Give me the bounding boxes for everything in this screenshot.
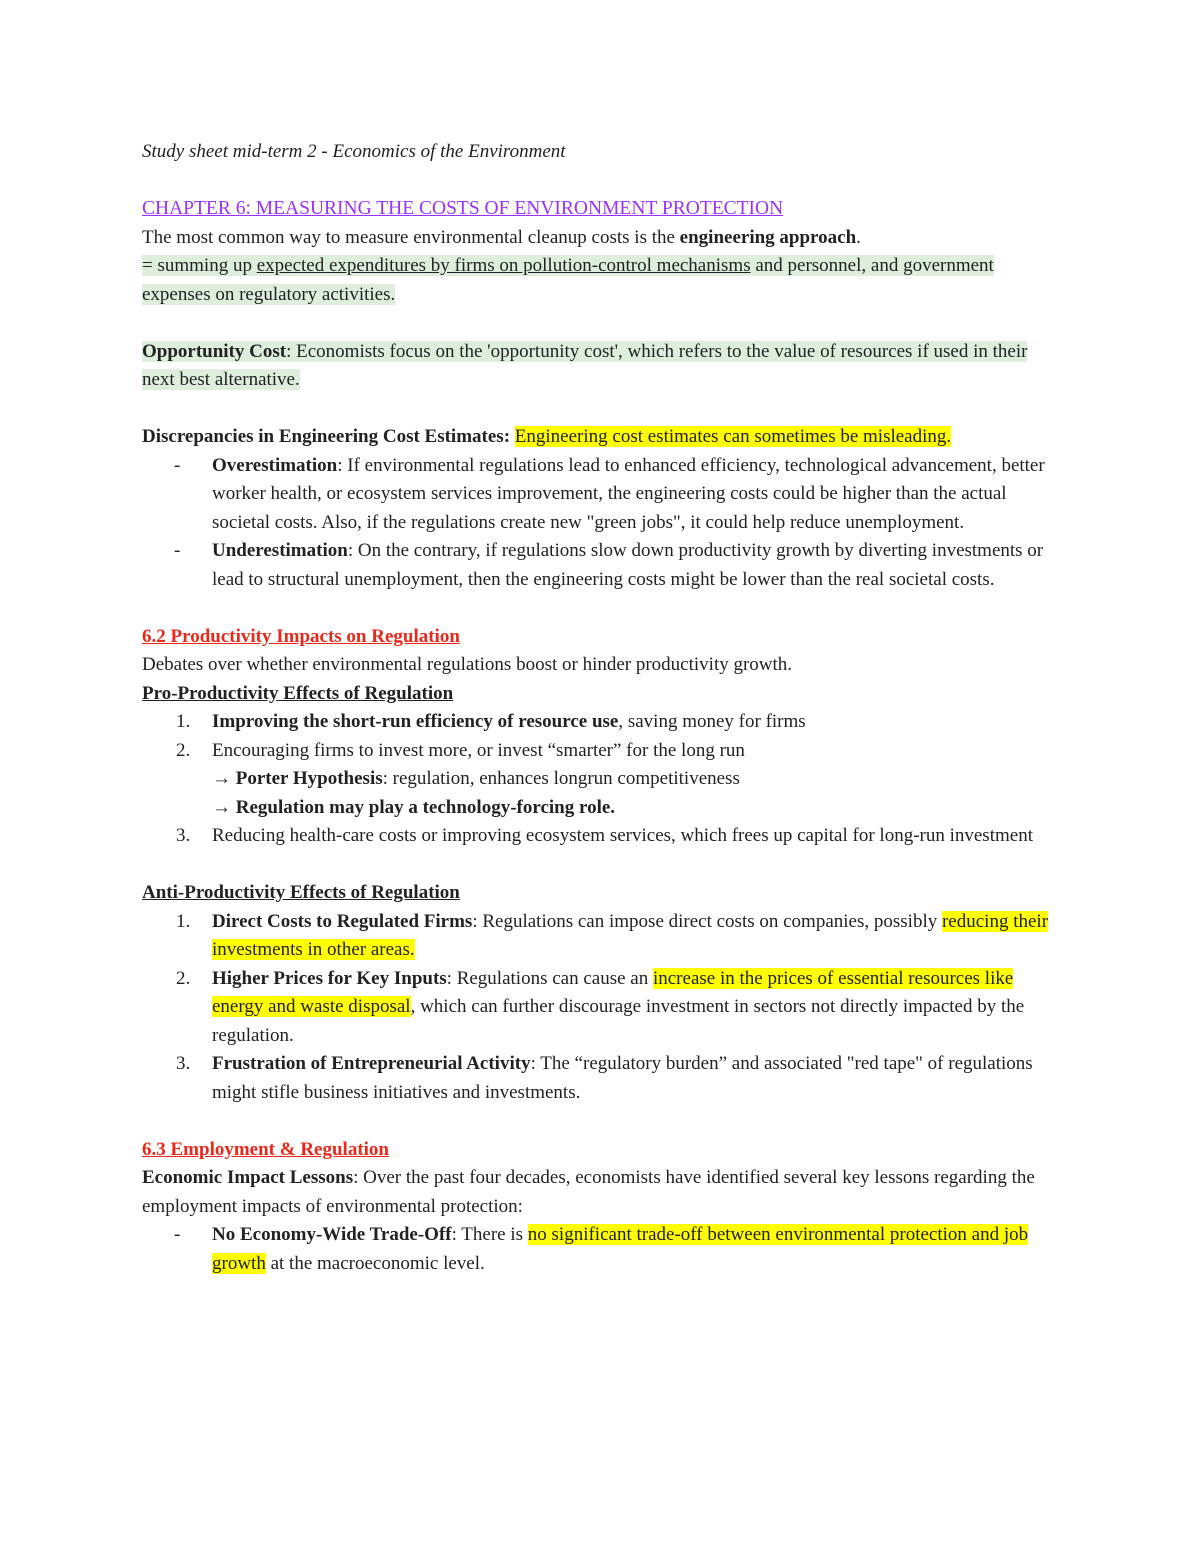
list-item: - Underestimation: On the contrary, if regulations slow down productivity growth by diverting investments or lead to structural unemployment, then the engineering costs might be lower than the real societal costs. [174,540,1044,590]
anti-productivity-heading: Anti-Productivity Effects of Regulation [142,882,460,903]
estimation-bullet-list [142,452,1062,595]
chapter-6-heading: CHAPTER 6: MEASURING THE COSTS OF ENVIRONMENT PROTECTION [142,198,784,219]
document-title: Study sheet mid-term 2 - Economics of the Environment [142,141,566,162]
list-item: - Overestimation: If environmental regulations lead to enhanced efficiency, technological advancement, better worker health, or ecosystem services improvement, the engineering costs could be higher than the actual societal costs. Also, if the regulations create new "green jobs", it could help reduce unemployment. [174,454,1045,533]
anti-productivity-list [142,908,1062,1108]
document-page [142,138,1062,1278]
list-item: - No Economy-Wide Trade-Off: There is no significant trade-off between environmental protection and job growth at the macroeconomic level. [174,1224,1029,1274]
pro-productivity-heading: Pro-Productivity Effects of Regulation [142,682,454,704]
discrepancies-paragraph: Discrepancies in Engineering Cost Estimates: Engineering cost estimates can sometimes be misleading. [142,426,952,447]
list-item: 3. Reducing health-care costs or improving ecosystem services, which frees up capital for long-run investment [176,825,1033,846]
list-item: 1. Direct Costs to Regulated Firms: Regulations can impose direct costs on companies, possibly reducing their investments in other areas. [176,910,1049,960]
employment-bullet-list [142,1221,1062,1278]
economic-impact-lessons-paragraph: Economic Impact Lessons: Over the past four decades, economists have identified several key lessons regarding the employment impacts of environmental protection: [142,1167,1035,1217]
list-item: 2. Higher Prices for Key Inputs: Regulations can cause an increase in the prices of essential resources like energy and waste disposal, which can further discourage investment in sectors not directly impacted by the regulation. [176,967,1025,1046]
pro-productivity-list [142,708,1062,851]
engineering-approach-paragraph: The most common way to measure environmental cleanup costs is the engineering approach. [142,226,861,248]
opportunity-cost-paragraph: Opportunity Cost: Economists focus on the 'opportunity cost', which refers to the value of resources if used in their next best alternative. [142,340,1028,390]
section-6-2-heading: 6.2 Productivity Impacts on Regulation [142,625,460,647]
list-item: 3. Frustration of Entrepreneurial Activity: The “regulatory burden” and associated "red tape" of regulations might stifle business initiatives and investments. [176,1053,1033,1103]
engineering-definition-paragraph: = summing up expected expenditures by firms on pollution-control mechanisms and personnel, and government expenses on regulatory activities. [142,255,994,305]
productivity-intro: Debates over whether environmental regulations boost or hinder productivity growth. [142,654,793,675]
list-item: 2. Encouraging firms to invest more, or invest “smarter” for the long run → Porter Hypothesis: regulation, enhances longrun competitiveness → Regulation may play a technology-forcing role. [176,739,745,818]
section-6-3-heading: 6.3 Employment & Regulation [142,1138,389,1160]
list-item: 1. Improving the short-run efficiency of resource use, saving money for firms [176,711,806,732]
